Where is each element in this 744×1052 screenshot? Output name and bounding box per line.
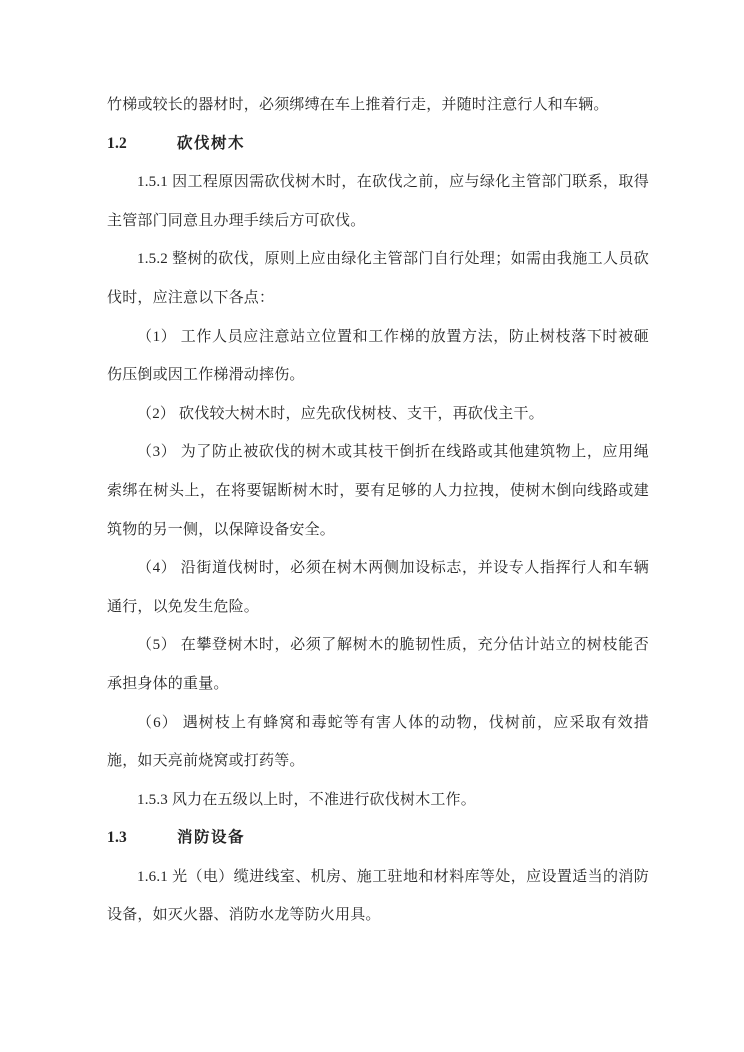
paragraph: （3） 为了防止被砍伐的树木或其枝干倒折在线路或其他建筑物上，应用绳索绑在树头上，在将要锯断树木时，要有足够的人力拉拽，使树木倒向线路或建筑物的另一侧，以保障设备安全。	[107, 444, 649, 538]
paragraph: （1） 工作人员应注意站立位置和工作梯的放置方法，防止树枝落下时被砸伤压倒或因工作梯滑动摔伤。	[107, 328, 649, 384]
paragraph: （4） 沿街道伐树时，必须在树木两侧加设标志，并设专人指挥行人和车辆通行，以免发生危险。	[107, 560, 649, 615]
section-heading	[107, 125, 649, 164]
document-content	[107, 86, 649, 935]
section-title: 砍伐树木	[176, 134, 245, 152]
paragraph: 竹梯或较长的器材时，必须绑缚在车上推着行走，并随时注意行人和车辆。	[107, 97, 609, 113]
paragraph: 1.5.3 风力在五级以上时，不准进行砍伐树木工作。	[137, 791, 476, 808]
section-number: 1.2	[107, 134, 127, 152]
paragraph: （5） 在攀登树木时，必须了解树木的脆韧性质，充分估计站立的树枝能否承担身体的重量。	[107, 637, 649, 692]
paragraph: 1.5.2 整树的砍伐，原则上应由绿化主管部门自行处理；如需由我施工人员砍伐时，应注意以下各点：	[107, 251, 649, 306]
section-heading	[107, 819, 649, 858]
paragraph: （2） 砍伐较大树木时，应先砍伐树枝、支干，再砍伐主干。	[137, 405, 544, 422]
paragraph: （6） 遇树枝上有蜂窝和毒蛇等有害人体的动物，伐树前，应采取有效措施，如天亮前烧窝或打药等。	[107, 714, 649, 770]
section-number: 1.3	[107, 829, 127, 847]
section-title: 消防设备	[176, 829, 245, 847]
paragraph: 1.6.1 光（电）缆进线室、机房、施工驻地和材料库等处，应设置适当的消防设备，如灭火器、消防水龙等防火用具。	[107, 868, 649, 924]
paragraph: 1.5.1 因工程原因需砍伐树木时，在砍伐之前，应与绿化主管部门联系，取得主管部门同意且办理手续后方可砍伐。	[107, 174, 649, 229]
